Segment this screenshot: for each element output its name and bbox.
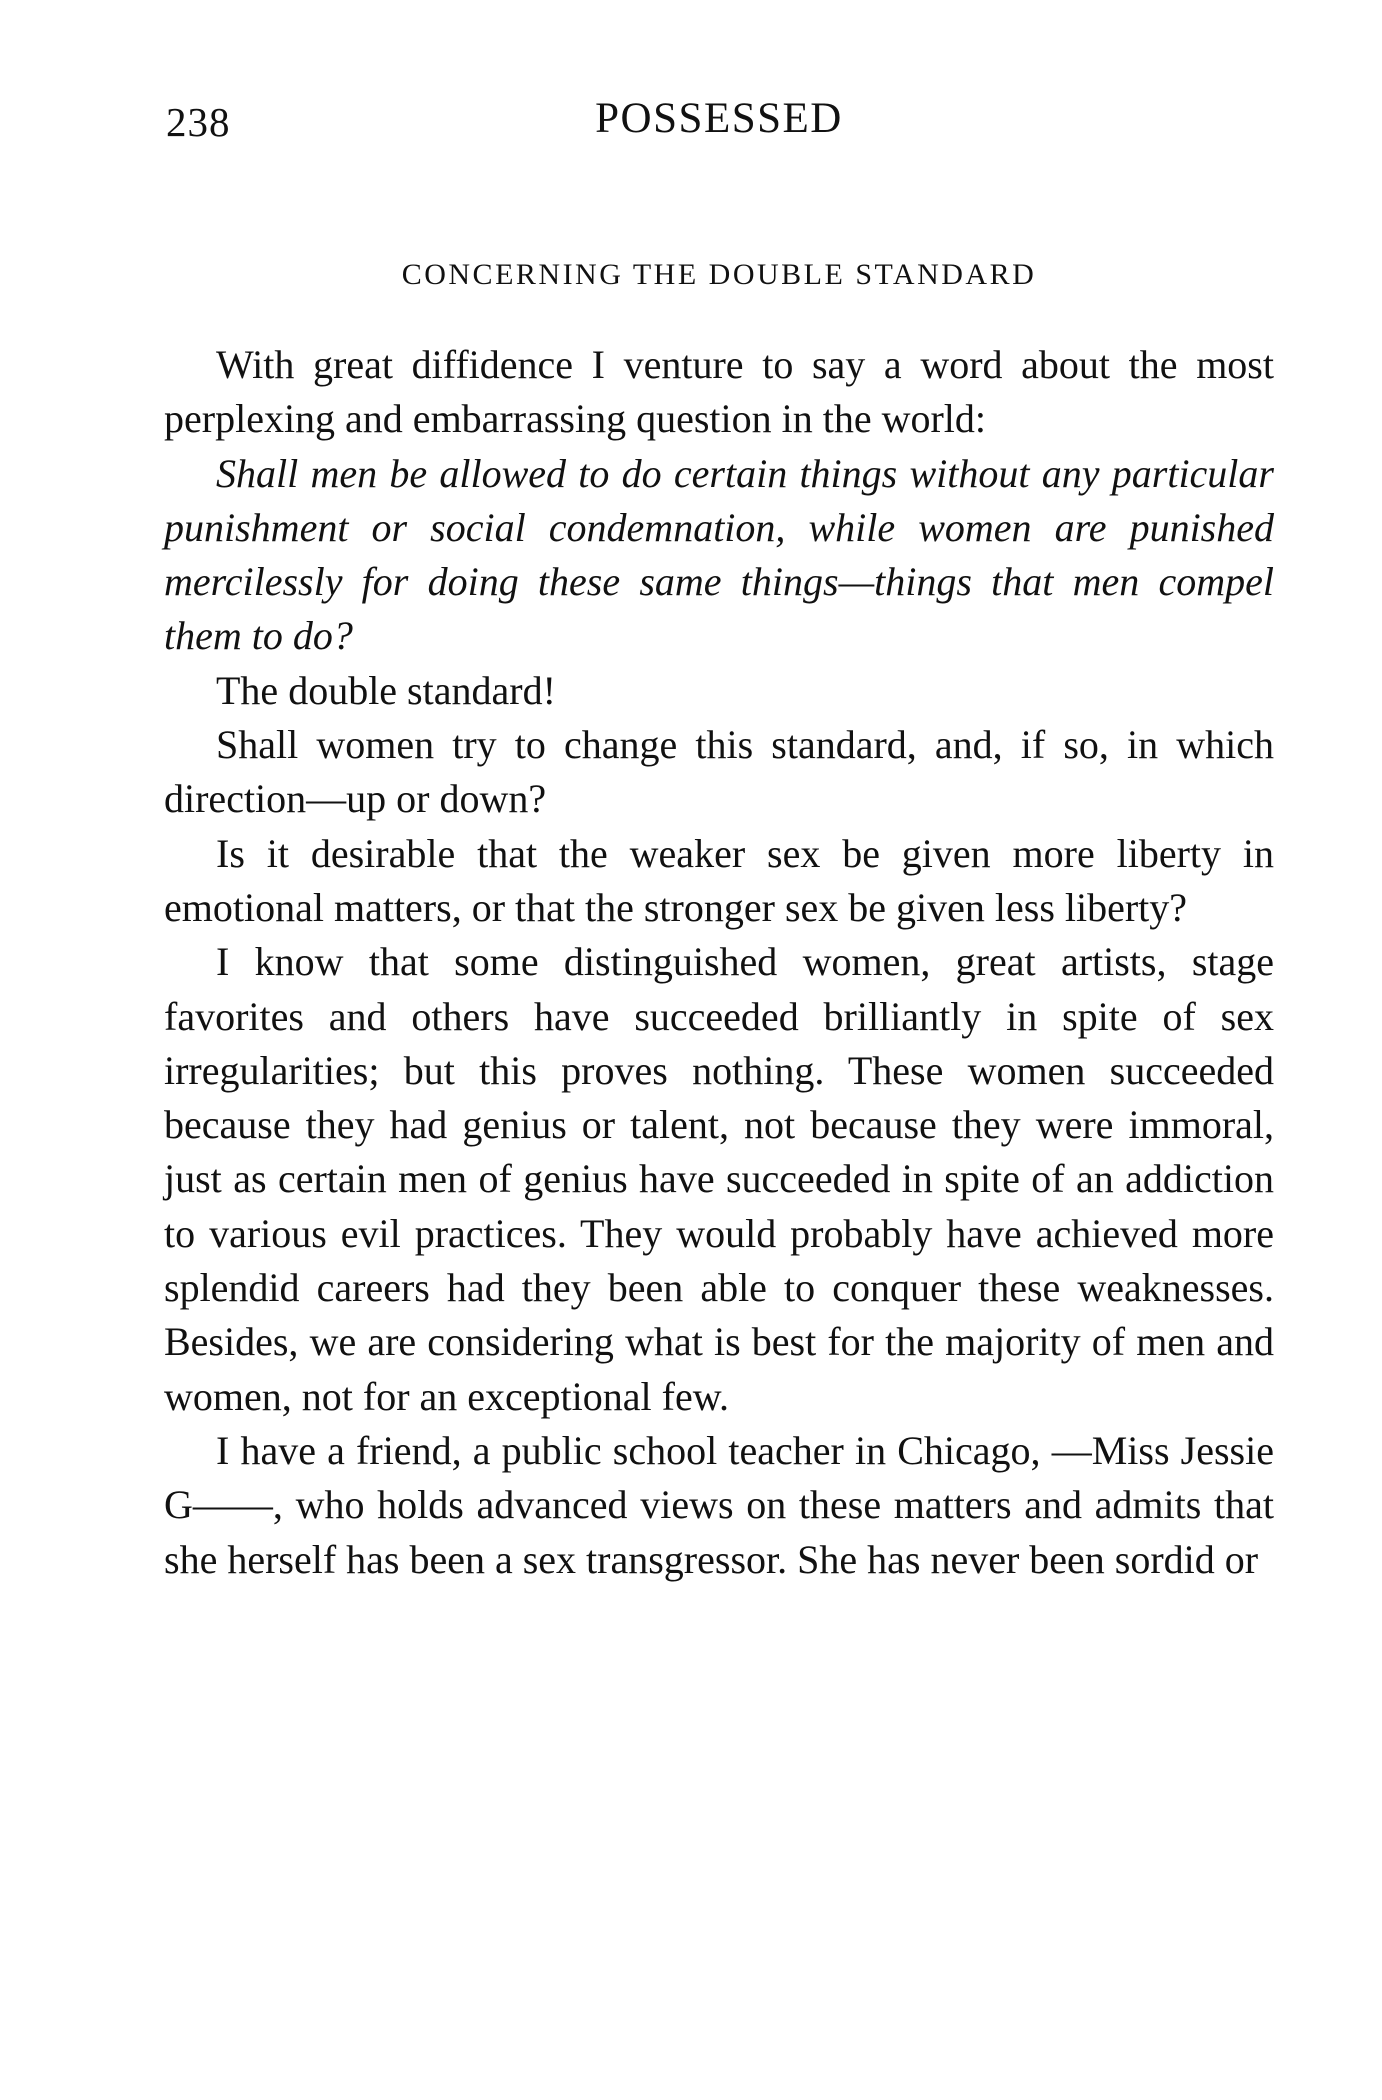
paragraph-intro: With great diffidence I venture to say a word about the most perplexing and embarrassing question in the world:	[164, 342, 1274, 442]
page-number: 238	[166, 99, 231, 145]
paragraph-change-standard: Shall women try to change this standard, and, if so, in which direction—up or down?	[164, 722, 1274, 822]
book-title: POSSESSED	[595, 95, 843, 142]
book-page	[164, 70, 1274, 1582]
body-text	[164, 338, 1274, 1587]
paragraph-double-standard: The double standard!	[216, 667, 556, 713]
section-heading: CONCERNING THE DOUBLE STANDARD	[401, 258, 1037, 291]
paragraph-distinguished-women: I know that some distinguished women, great artists, stage favorites and others have succeeded brilliantly in spite of sex irregularities; but this proves nothing. These women succeeded because they had genius or talent, not because they were immoral, just as certain men of genius have succeeded in spite of an addiction to various evil practices. They would probably have achieved more splendid careers had they been able to conquer these weaknesses. Besides, we are considering what is best for the majority of men and women, not for an exceptional few.	[164, 939, 1274, 1419]
paragraph-friend: I have a friend, a public school teacher in Chicago, —Miss Jessie G——, who holds advanced views on these matters and admits that she herself has been a sex transgressor. She has never been sordid or	[164, 1427, 1274, 1582]
paragraph-liberty: Is it desirable that the weaker sex be given more liberty in emotional matters, or that the stronger sex be given less liberty?	[164, 830, 1274, 930]
paragraph-question: Shall men be allowed to do certain things without any particular punishment or social condemnation, while women are punished mercilessly for doing these same things—things that men compel them to do?	[164, 450, 1274, 659]
